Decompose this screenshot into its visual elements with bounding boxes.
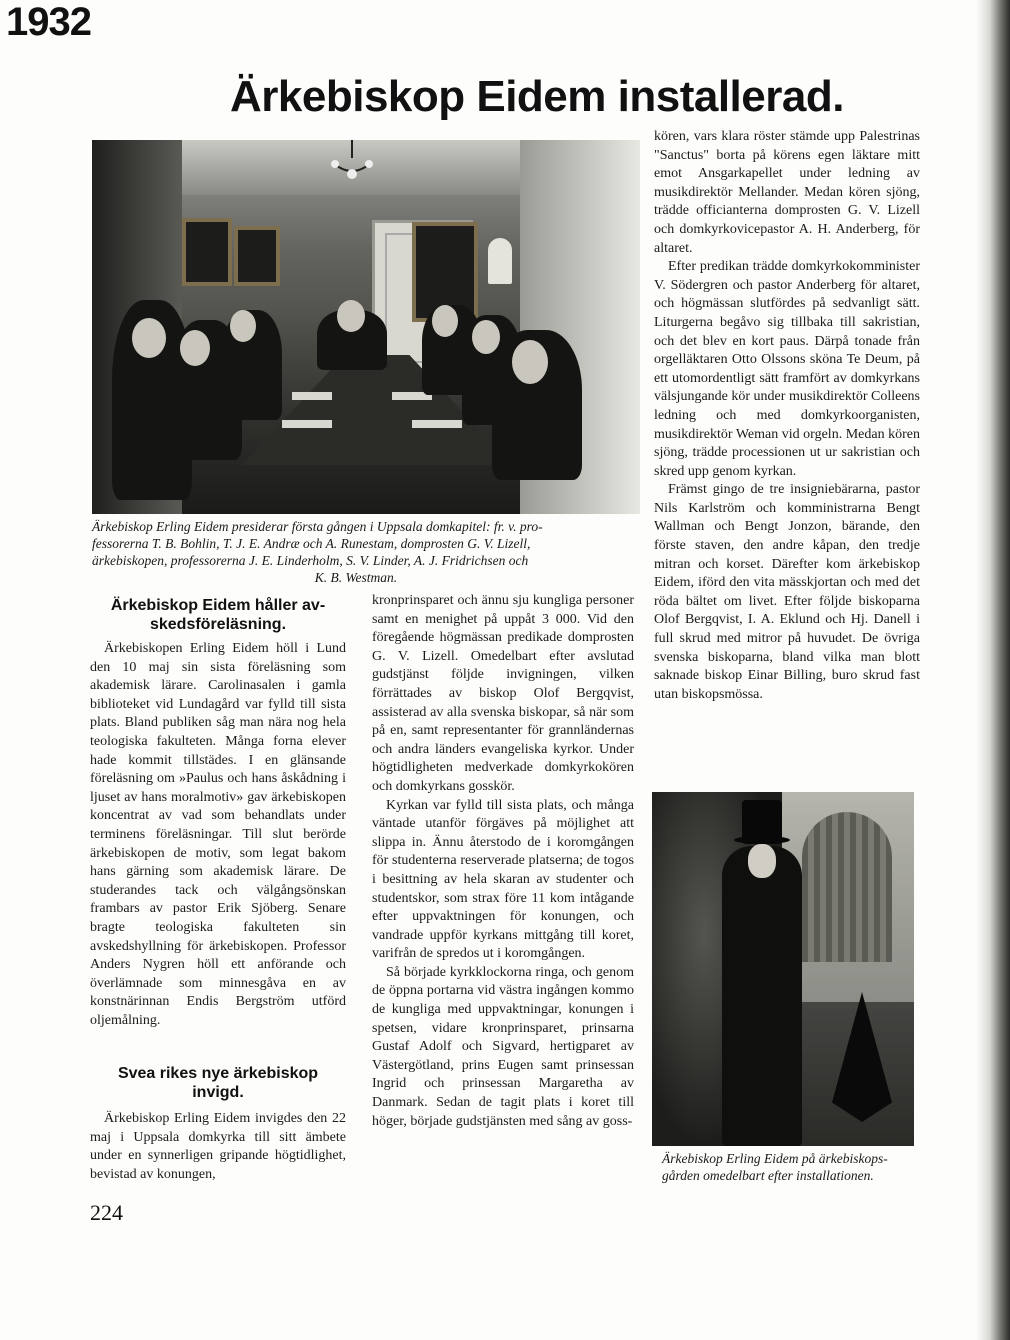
article-paragraph: Så började kyrkklockorna ringa, och genom de öppna portarna vid västra ingången kommo de kungliga med uppvaktningar, konungen i spetsen, vidare kronprinsparet, prinsarna Gustaf Adolf och Sigvard, hertigparet av Västergötland, prins Eugen samt prinsessan Ingrid och prinsessan Margaretha av Danmark. Sedan de tagit plats i koret till höger, började gudstjänsten med sång av goss-	[372, 964, 634, 1129]
heading-line: invigd.	[192, 1084, 244, 1101]
chapter-meeting-photo	[92, 140, 640, 514]
caption-line: gården omedelbart efter installationen.	[662, 1168, 874, 1183]
photo-caption-meeting	[92, 518, 620, 586]
article-paragraph: kören, vars klara röster stämde upp Palestrinas "Sanctus" borta på körens egen läktare mitt emot Ansgarkapellet under ledning av musikdirektör Mellander. Medan kören sjöng, trädde officianterna domprosten G. V. Lizell och domkyrkovicepastor A. H. Anderberg, för altaret.	[654, 129, 920, 256]
article-paragraph: Efter predikan trädde domkyrkokomminister V. Södergren och pastor Anderberg för altaret, och högmässan slutfördes på sedvanligt sätt. Liturgerna begåvo sig tillbaka till sakristian, och det blev en kort paus. Därpå tonade från orgelläktaren Otto Olssons sköna Te Deum, på ett utomordentligt sätt framfört av domkyrkans välsjungande kör under musikdirektör Colleens ledning och med domkyrkoorganisten, musikdirektör Weman vid orgeln. Medan kören sjöng, trädde processionen ut ur sakristian och skred upp genom kyrkan.	[654, 259, 920, 479]
page-edge-shadow	[976, 0, 1010, 1340]
article-paragraph: kronprinsparet och ännu sju kungliga personer samt en menighet på uppåt 3 000. Vid den föregående högmässan predikade domprosten G. V. Lizell. Omedelbart efter avslutad gudstjänst följde invigningen, vilken förrättades av biskop Olof Bergqvist, assisterad av alla svenska biskopar, så när som på en, samt representanter för grannländernas och andra länders evangeliska kyrkor. Under högtidligheten medverkade domkyrkokören och domkyrkans gosskör.	[372, 593, 634, 794]
caption-line: K. B. Westman.	[314, 570, 398, 585]
caption-line: ärkebiskopen, professorerna J. E. Linderholm, S. V. Linder, A. J. Fridrichsen och	[92, 553, 529, 568]
article-column-right	[654, 128, 920, 704]
heading-line: Svea rikes nye ärkebiskop	[117, 1065, 319, 1082]
photo-caption-portrait	[662, 1150, 924, 1184]
section-heading-lecture	[90, 596, 346, 634]
article-column-middle	[372, 592, 634, 1131]
heading-line: skedsföreläsning.	[149, 616, 287, 633]
article-paragraph: Ärkebiskop Erling Eidem invigdes den 22 maj i Uppsala domkyrka till sitt ämbete under en synnerligen gripande högtidlighet, bevistad av konungen,	[90, 1111, 346, 1182]
page-headline: Ärkebiskop Eidem installerad.	[230, 72, 844, 121]
caption-line: fessorerna T. B. Bohlin, T. J. E. Andræ och A. Runestam, domprosten G. V. Lizell,	[92, 536, 531, 551]
article-paragraph: Främst gingo de tre insigniebärarna, pastor Nils Karlström och komministrarna Bengt Wallman och Bengt Jonzon, bärande, den förste staven, den andre kåpan, den tredje mitran och korset. Därefter kom ärkebiskop Eidem, iförd den vita mässkjortan och med det röda bältet om livet. Efter följde biskoparna Olof Bergqvist, I. A. Eklund och Hj. Danell i full skrud med mitror på huvudet. De övriga svenska biskoparna, bland vilka man blott saknade biskop Einar Billing, buro skrud fast utan biskopsmössa.	[654, 482, 920, 702]
article-paragraph: Kyrkan var fylld till sista plats, och många väntade utanför förgäves på möjlighet att slippa in. Ännu återstodo de i koromgången för studenterna reserverade platserna; de togos i besittning av hela skaran av studenter och studentskor, som strax före 11 kom intågande efter uppvaktningen för konungen, och vandrade uppför kyrkans mittgång till koret, varifrån de spredos ut i koromgången.	[372, 797, 634, 962]
caption-line: Ärkebiskop Erling Eidem på ärkebiskops-	[662, 1151, 888, 1166]
year-label: 1932	[6, 0, 91, 44]
heading-line: Ärkebiskop Eidem håller av-	[110, 597, 326, 614]
article-column-lecture	[90, 640, 346, 1030]
article-column-consecration-start	[90, 1110, 346, 1184]
chandelier-icon	[327, 140, 377, 190]
page-number: 224	[90, 1200, 123, 1225]
umbrella-icon	[832, 992, 892, 1122]
section-heading-consecration	[90, 1064, 346, 1102]
archbishop-portrait-photo	[652, 792, 914, 1146]
article-paragraph: Ärkebiskopen Erling Eidem höll i Lund den 10 maj sin sista föreläsning som akademisk lärare. Carolinasalen i gamla biblioteket vid Lundagård var fylld till sista plats. Bland publiken såg man nära nog hela teologiska fakulteten. Många forna elever hade kommit tillstädes. I en glänsande föreläsning om »Paulus och hans åskådning i ljuset av hans moralmotiv» gav ärkebiskopen koncentrat av vad som behandlats under terminens föreläsningar. Till slut berörde ärkebiskopen de motiv, som legat bakom hans gärning som akademisk lärare. De studerandes tack och välgångsönskan frambars av pastor Erik Sjöberg. Senare bragte teologiska fakulteten sin avskedshyllning för ärkebiskopen. Professor Anders Nygren höll ett anförande och överlämnade som minnesgåva en av konstnärinnan Endis Bergström utförd oljemålning.	[90, 641, 346, 1028]
caption-line: Ärkebiskop Erling Eidem presiderar första gången i Uppsala domkapitel: fr. v. pro-	[92, 519, 543, 534]
